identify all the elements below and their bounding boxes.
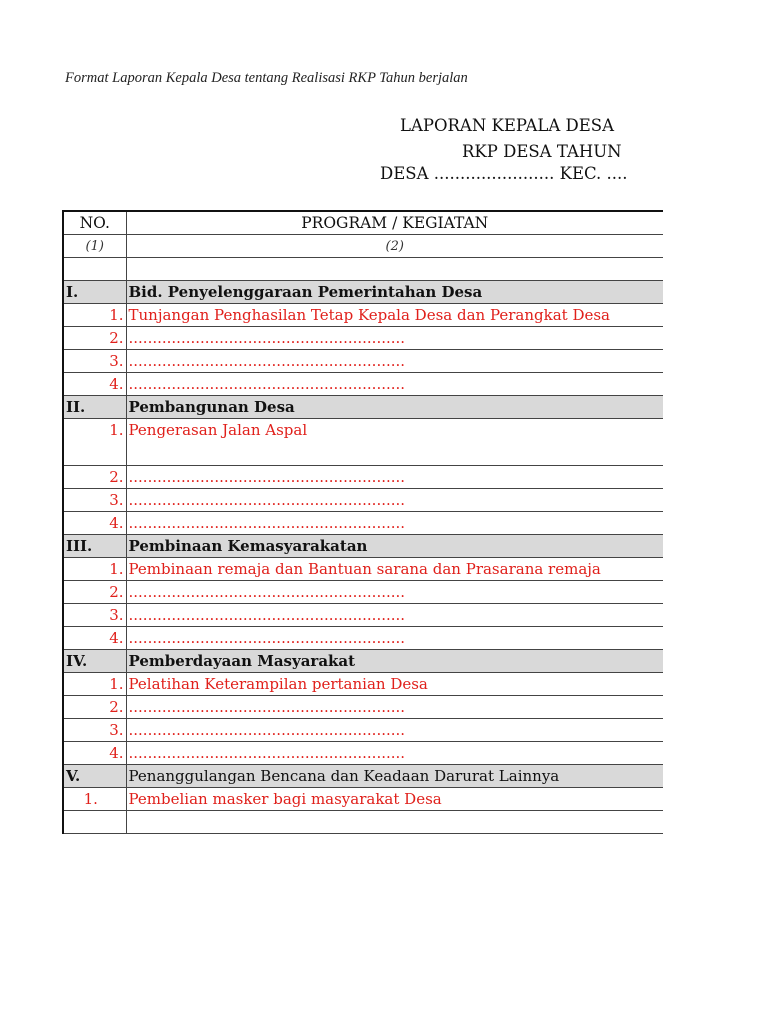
section-number: V. — [63, 765, 126, 788]
section-row — [63, 281, 663, 304]
subheader-program: (2) — [126, 235, 663, 258]
item-number: 4. — [63, 373, 126, 396]
item-row — [63, 604, 663, 627]
item-number: 4. — [63, 627, 126, 650]
item-row — [63, 304, 663, 327]
section-title: Penanggulangan Bencana dan Keadaan Darurat Lainnya — [126, 765, 663, 788]
empty-row — [63, 811, 663, 834]
item-text: Pelatihan Keterampilan pertanian Desa — [126, 673, 663, 696]
item-number: 1. — [63, 558, 126, 581]
item-number: 3. — [63, 350, 126, 373]
item-row — [63, 627, 663, 650]
item-text: .......................................................... — [126, 350, 663, 373]
item-row — [63, 350, 663, 373]
item-text: .......................................................... — [126, 373, 663, 396]
item-number: 1. — [63, 788, 126, 811]
section-number: I. — [63, 281, 126, 304]
item-text: .......................................................... — [126, 604, 663, 627]
item-row — [63, 719, 663, 742]
item-number: 2. — [63, 466, 126, 489]
item-text: Pembelian masker bagi masyarakat Desa — [126, 788, 663, 811]
item-row — [63, 512, 663, 535]
item-text: .......................................................... — [126, 581, 663, 604]
item-number: 3. — [63, 489, 126, 512]
item-text: .......................................................... — [126, 719, 663, 742]
item-number: 4. — [63, 742, 126, 765]
section-number: II. — [63, 396, 126, 419]
item-text: .......................................................... — [126, 696, 663, 719]
table-spacer-row — [63, 258, 663, 281]
item-number: 2. — [63, 696, 126, 719]
item-text: .......................................................... — [126, 742, 663, 765]
item-text: .......................................................... — [126, 327, 663, 350]
spacer-cell — [126, 258, 663, 281]
section-row — [63, 535, 663, 558]
item-row — [63, 466, 663, 489]
item-text: Pembinaan remaja dan Bantuan sarana dan Prasarana remaja — [126, 558, 663, 581]
empty-cell — [63, 811, 126, 834]
header-program: PROGRAM / KEGIATAN — [126, 211, 663, 235]
item-row — [63, 489, 663, 512]
subheader-no: (1) — [63, 235, 126, 258]
item-row — [63, 788, 663, 811]
section-row — [63, 650, 663, 673]
item-number: 1. — [63, 673, 126, 696]
report-title-line-2: RKP DESA TAHUN — [462, 142, 622, 161]
section-row — [63, 765, 663, 788]
item-number: 1. — [63, 304, 126, 327]
item-row — [63, 673, 663, 696]
item-number: 1. — [63, 419, 126, 466]
item-text: .......................................................... — [126, 627, 663, 650]
item-row — [63, 373, 663, 396]
item-number: 4. — [63, 512, 126, 535]
item-row — [63, 696, 663, 719]
format-caption: Format Laporan Kepala Desa tentang Realisasi RKP Tahun berjalan — [65, 70, 468, 86]
report-title-line-1: LAPORAN KEPALA DESA — [400, 116, 615, 135]
spacer-cell — [63, 258, 126, 281]
table-subheader-row — [63, 235, 663, 258]
item-row — [63, 327, 663, 350]
item-text: .......................................................... — [126, 512, 663, 535]
item-row — [63, 419, 663, 466]
empty-cell — [126, 811, 663, 834]
item-number: 3. — [63, 604, 126, 627]
item-row — [63, 558, 663, 581]
header-no: NO. — [63, 211, 126, 235]
section-title: Pemberdayaan Masyarakat — [126, 650, 663, 673]
item-text: .......................................................... — [126, 489, 663, 512]
report-title-line-3: DESA ....................... KEC. .... — [380, 164, 628, 183]
section-title: Pembinaan Kemasyarakatan — [126, 535, 663, 558]
section-row — [63, 396, 663, 419]
section-number: IV. — [63, 650, 126, 673]
table-header-row — [63, 211, 663, 235]
item-number: 2. — [63, 327, 126, 350]
item-number: 2. — [63, 581, 126, 604]
item-row — [63, 742, 663, 765]
section-number: III. — [63, 535, 126, 558]
item-row — [63, 581, 663, 604]
item-number: 3. — [63, 719, 126, 742]
item-text: .......................................................... — [126, 466, 663, 489]
section-title: Pembangunan Desa — [126, 396, 663, 419]
section-title: Bid. Penyelenggaraan Pemerintahan Desa — [126, 281, 663, 304]
program-table — [62, 210, 663, 834]
item-text: Tunjangan Penghasilan Tetap Kepala Desa dan Perangkat Desa — [126, 304, 663, 327]
item-text: Pengerasan Jalan Aspal — [126, 419, 663, 466]
